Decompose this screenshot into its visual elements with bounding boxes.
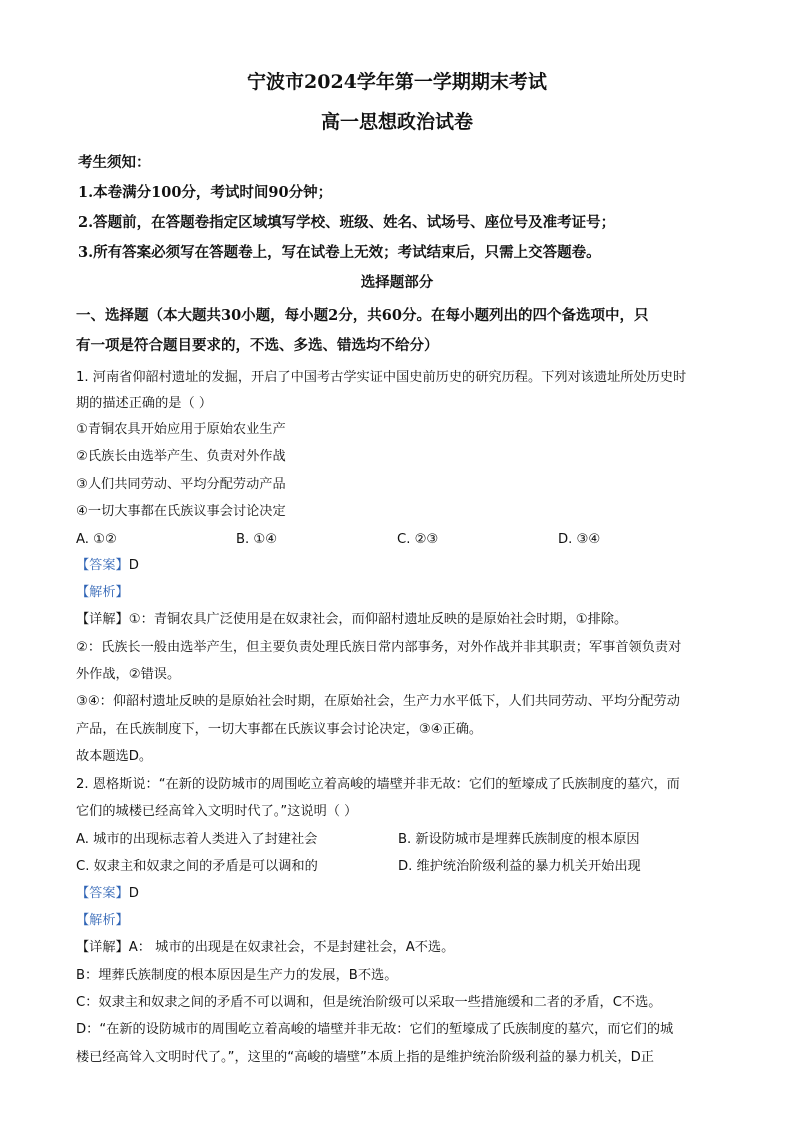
q1-detail-line-2: ②：氏族长一般由选举产生，但主要负责处理氏族日常内部事务，对外作战并非其职责；军事首领负责对 <box>76 640 682 655</box>
section-intro-line-1: 一、选择题（本大题共30小题，每小题2分，共60分。在每小题列出的四个备选项中，只 <box>76 307 649 324</box>
q1-option-c: C. ②③ <box>397 532 439 547</box>
q2-detail-line-3: C：奴隶主和奴隶之间的矛盾不可以调和，但是统治阶级可以采取一些措施缓和二者的矛盾，C不选。 <box>76 995 662 1010</box>
q1-detail-line-1: 【详解】①：青铜农具广泛使用是在奴隶社会，而仰韶村遗址反映的是原始社会时期，①排除。 <box>76 612 628 627</box>
q1-detail-line-6: 故本题选D。 <box>76 749 153 764</box>
q1-analysis-tag: 【解析】 <box>76 585 129 600</box>
q1-item-4: ④一切大事都在氏族议事会讨论决定 <box>76 504 286 519</box>
section-intro-line-2: 有一项是符合题目要求的，不选、多选、错选均不给分） <box>76 337 439 354</box>
q1-detail-tag: 【详解】 <box>76 612 129 627</box>
q1-item-1: ①青铜农具开始应用于原始农业生产 <box>76 422 286 437</box>
q1-detail-line-3: 外作战，②错误。 <box>76 667 181 682</box>
q2-detail-tag: 【详解】 <box>76 940 129 955</box>
q1-item-3: ③人们共同劳动、平均分配劳动产品 <box>76 477 286 492</box>
q1-stem-line-2: 期的描述正确的是（ ） <box>76 396 213 411</box>
q1-detail-line-4: ③④：仰韶村遗址反映的是原始社会时期，在原始社会，生产力水平低下，人们共同劳动、平均分配劳动 <box>76 694 680 709</box>
q1-option-a: A. ①② <box>76 532 117 547</box>
q2-answer-tag: 【答案】 <box>76 886 129 901</box>
notice-item-3: 3.所有答案必须写在答题卷上，写在试卷上无效；考试结束后，只需上交答题卷。 <box>78 244 601 261</box>
notice-item-2: 2.答题前，在答题卷指定区域填写学校、班级、姓名、试场号、座位号及准考证号； <box>78 214 616 231</box>
q2-stem-line-2: 它们的城楼已经高耸入文明时代了。”这说明（ ） <box>76 804 358 819</box>
exam-title: 宁波市2024学年第一学期期末考试 <box>247 71 547 93</box>
q2-option-c: C. 奴隶主和奴隶之间的矛盾是可以调和的 <box>76 859 318 874</box>
q1-detail-line-5: 产品，在氏族制度下，一切大事都在氏族议事会讨论决定，③④正确。 <box>76 722 483 737</box>
exam-subtitle: 高一思想政治试卷 <box>320 111 473 133</box>
q2-detail-line-5: 楼已经高耸入文明时代了。”，这里的“高峻的墙壁”本质上指的是维护统治阶级利益的暴力机关，D正 <box>76 1050 654 1065</box>
q1-answer-value: D <box>128 558 139 573</box>
q2-detail-line-1: 【详解】A： 城市的出现是在奴隶社会，不是封建社会，A不选。 <box>76 940 455 955</box>
notice-item-1: 1.本卷满分100分，考试时间90分钟； <box>78 184 333 201</box>
q2-option-a: A. 城市的出现标志着人类进入了封建社会 <box>76 832 318 847</box>
q1-option-d: D. ③④ <box>558 532 601 547</box>
q2-option-d: D. 维护统治阶级利益的暴力机关开始出现 <box>398 859 641 874</box>
q2-answer <box>76 884 139 904</box>
q2-detail-line-2: B：埋葬氏族制度的根本原因是生产力的发展，B不选。 <box>76 968 398 983</box>
q2-answer-value: D <box>128 886 139 901</box>
q2-option-b: B. 新设防城市是埋葬氏族制度的根本原因 <box>398 832 640 847</box>
section-title: 选择题部分 <box>360 274 434 291</box>
notice-heading: 考生须知： <box>78 154 151 171</box>
q1-option-b: B. ①④ <box>236 532 278 547</box>
q1-answer <box>76 556 139 576</box>
q2-detail-line-4: D：“在新的设防城市的周围屹立着高峻的墙壁并非无故：它们的堑壕成了氏族制度的墓穴，而它们的城 <box>76 1022 674 1037</box>
q2-stem-line-1: 2. 恩格斯说：“在新的设防城市的周围屹立着高峻的墙壁并非无故：它们的堑壕成了氏族制度的墓穴，而 <box>76 777 680 792</box>
q1-stem-line-1: 1. 河南省仰韶村遗址的发掘，开启了中国考古学实证中国史前历史的研究历程。下列对该遗址所处历史时 <box>76 370 687 385</box>
q1-answer-tag: 【答案】 <box>76 558 129 573</box>
q2-analysis-tag: 【解析】 <box>76 913 129 928</box>
q1-item-2: ②氏族长由选举产生、负责对外作战 <box>76 449 286 464</box>
